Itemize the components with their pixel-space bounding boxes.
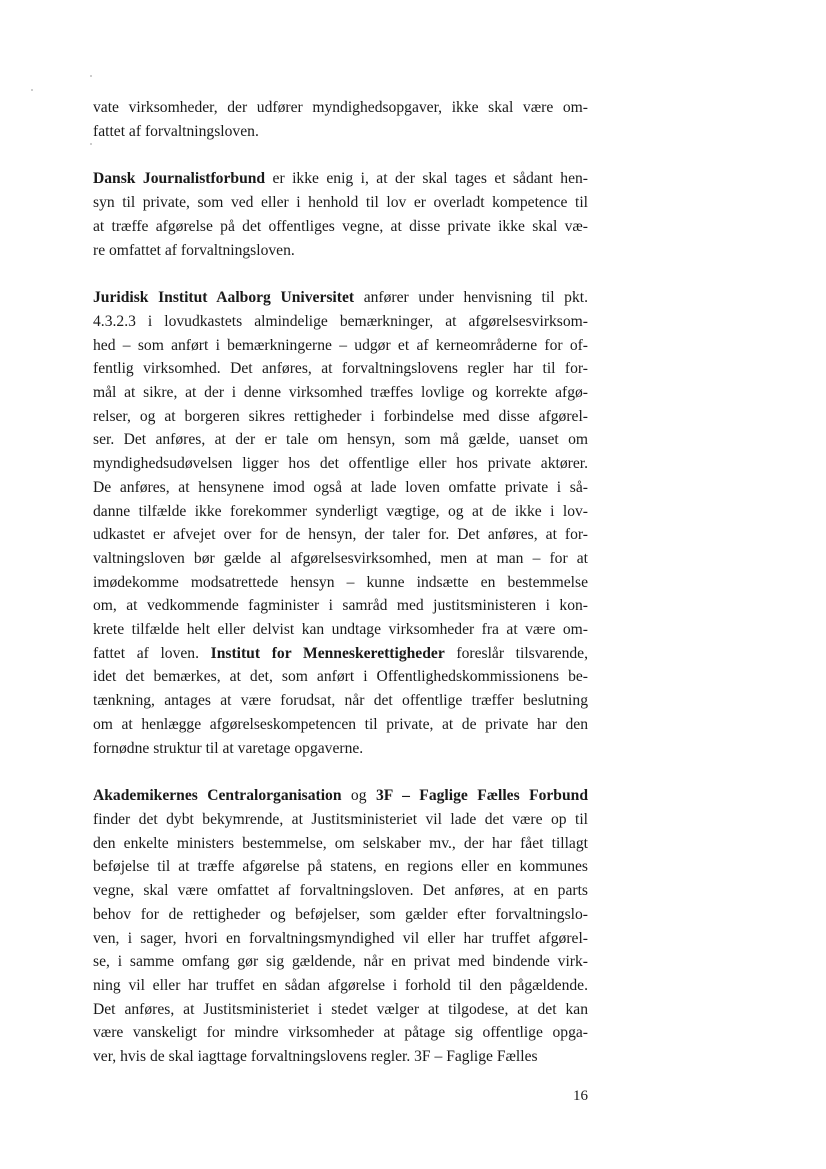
scan-speck xyxy=(31,89,33,91)
text-run: er ikke enig i, at der skal tages et sådant hen- xyxy=(265,170,588,188)
text-line xyxy=(93,405,588,429)
text-run: anfører under henvisning til pkt. xyxy=(354,289,588,307)
text-run: og xyxy=(341,787,376,805)
text-line xyxy=(93,476,588,500)
scan-speck xyxy=(90,143,92,145)
text-line xyxy=(93,998,588,1022)
page-number: 16 xyxy=(573,1088,588,1104)
text-line xyxy=(93,381,588,405)
text-line xyxy=(93,832,588,856)
text-line xyxy=(93,239,588,263)
text-run: syn til private, som ved eller i henhold til lov er overladt kompetence til xyxy=(93,194,588,212)
text-line xyxy=(93,950,588,974)
text-line xyxy=(93,523,588,547)
text-run: 4.3.2.3 i lovudkastets almindelige bemærkninger, at afgørelsesvirksom- xyxy=(93,312,588,330)
text-line xyxy=(93,286,588,310)
text-line xyxy=(93,571,588,595)
text-run: re omfattet af forvaltningsloven. xyxy=(93,241,295,259)
text-line xyxy=(93,879,588,903)
text-line xyxy=(93,594,588,618)
text-run: krete tilfælde helt eller delvist kan undtage virksomheder fra at være om- xyxy=(93,621,588,639)
text-line xyxy=(93,713,588,737)
text-run: fentlig virksomhed. Det anføres, at forvaltningslovens regler har til for- xyxy=(93,360,588,378)
text-line xyxy=(93,215,588,239)
text-line xyxy=(93,547,588,571)
text-run: ser. Det anføres, at der er tale om hensyn, som må gælde, uanset om xyxy=(93,431,588,449)
text-line xyxy=(93,428,588,452)
text-line xyxy=(93,855,588,879)
text-run: fattet af forvaltningsloven. xyxy=(93,122,259,140)
text-run: ven, i sager, hvori en forvaltningsmyndighed vil eller har truffet afgørel- xyxy=(93,929,588,947)
organization-name: Institut for Menneskerettigheder xyxy=(210,644,445,662)
text-line xyxy=(93,927,588,951)
paragraph xyxy=(93,784,588,1068)
paragraph xyxy=(93,96,588,143)
text-run: ver, hvis de skal iagttage forvaltningslovens regler. 3F – Faglige Fælles xyxy=(93,1048,538,1066)
text-line xyxy=(93,167,588,191)
text-run: fattet af loven. xyxy=(93,644,211,662)
text-line xyxy=(93,96,588,120)
text-run: De anføres, at hensynene imod også at lade loven omfatte private i så- xyxy=(93,478,588,496)
text-run: valtningsloven bør gælde al afgørelsesvirksomhed, men at man – for at xyxy=(93,549,588,567)
text-run: beføjelse til at træffe afgørelse på statens, en regions eller en kommunes xyxy=(93,858,588,876)
document-body xyxy=(93,96,588,1093)
text-run: at træffe afgørelse på det offentliges vegne, at disse private ikke skal væ- xyxy=(93,217,588,235)
text-run: imødekomme modsatrettede hensyn – kunne indsætte en bestemmelse xyxy=(93,573,588,591)
text-line xyxy=(93,974,588,998)
text-line xyxy=(93,191,588,215)
organization-name: Akademikernes Centralorganisation xyxy=(93,787,342,805)
paragraph xyxy=(93,286,588,760)
text-line xyxy=(93,903,588,927)
paragraph xyxy=(93,167,588,262)
text-line xyxy=(93,452,588,476)
text-line xyxy=(93,618,588,642)
text-run: den enkelte ministers bestemmelse, om selskaber mv., der har fået tillagt xyxy=(93,834,588,852)
text-line xyxy=(93,689,588,713)
text-run: udkastet er afvejet over for de hensyn, der taler for. Det anføres, at for- xyxy=(93,526,588,544)
organization-name: Dansk Journalistforbund xyxy=(93,170,266,188)
text-run: være vanskeligt for mindre virksomheder at påtage sig offentlige opga- xyxy=(93,1024,588,1042)
text-run: danne tilfælde ikke forekommer synderligt vægtige, og at de ikke i lov- xyxy=(93,502,588,520)
text-run: vate virksomheder, der udfører myndighedsopgaver, ikke skal være om- xyxy=(93,99,588,116)
text-run: tænkning, antages at være forudsat, når det offentlige træffer beslutning xyxy=(93,692,588,710)
text-run: relser, og at borgeren sikres rettigheder i forbindelse med disse afgørel- xyxy=(93,407,588,425)
text-run: vegne, skal være omfattet af forvaltningsloven. Det anføres, at en parts xyxy=(93,882,588,900)
text-run: mål at sikre, at der i denne virksomhed træffes lovlige og korrekte afgø- xyxy=(93,384,588,402)
text-run: fornødne struktur til at varetage opgaverne. xyxy=(93,739,364,757)
text-line xyxy=(93,334,588,358)
text-line xyxy=(93,310,588,334)
text-run: idet det bemærkes, at det, som anført i Offentlighedskommissionens be- xyxy=(93,668,588,686)
text-line xyxy=(93,808,588,832)
text-run: finder det dybt bekymrende, at Justitsministeriet vil lade det være op til xyxy=(93,810,588,828)
text-run: se, i samme omfang gør sig gældende, når en privat med bindende virk- xyxy=(93,953,588,971)
scan-speck xyxy=(90,75,92,77)
text-run: hed – som anført i bemærkningerne – udgør et af kerneområderne for of- xyxy=(93,336,588,354)
text-line xyxy=(93,1021,588,1045)
organization-name: 3F – Faglige Fælles Forbund xyxy=(375,787,589,805)
text-line xyxy=(93,642,588,666)
text-run: Det anføres, at Justitsministeriet i stedet vælger at tilgodese, at det kan xyxy=(93,1000,588,1018)
text-run: om at henlægge afgørelseskompetencen til private, at de private har den xyxy=(93,715,588,733)
text-run: ning vil eller har truffet en sådan afgørelse i forhold til den pågældende. xyxy=(93,976,588,994)
text-line xyxy=(93,357,588,381)
text-line xyxy=(93,665,588,689)
text-run: foreslår tilsvarende, xyxy=(444,644,588,662)
text-run: myndighedsudøvelsen ligger hos det offentlige eller hos private aktører. xyxy=(93,455,588,473)
text-line xyxy=(93,120,588,144)
organization-name: Juridisk Institut Aalborg Universitet xyxy=(93,289,355,307)
text-line xyxy=(93,737,588,761)
text-run: behov for de rettigheder og beføjelser, som gælder efter forvaltningslo- xyxy=(93,905,588,923)
text-run: om, at vedkommende fagminister i samråd med justitsministeren i kon- xyxy=(93,597,588,615)
text-line xyxy=(93,784,588,808)
text-line xyxy=(93,500,588,524)
text-line xyxy=(93,1045,588,1069)
